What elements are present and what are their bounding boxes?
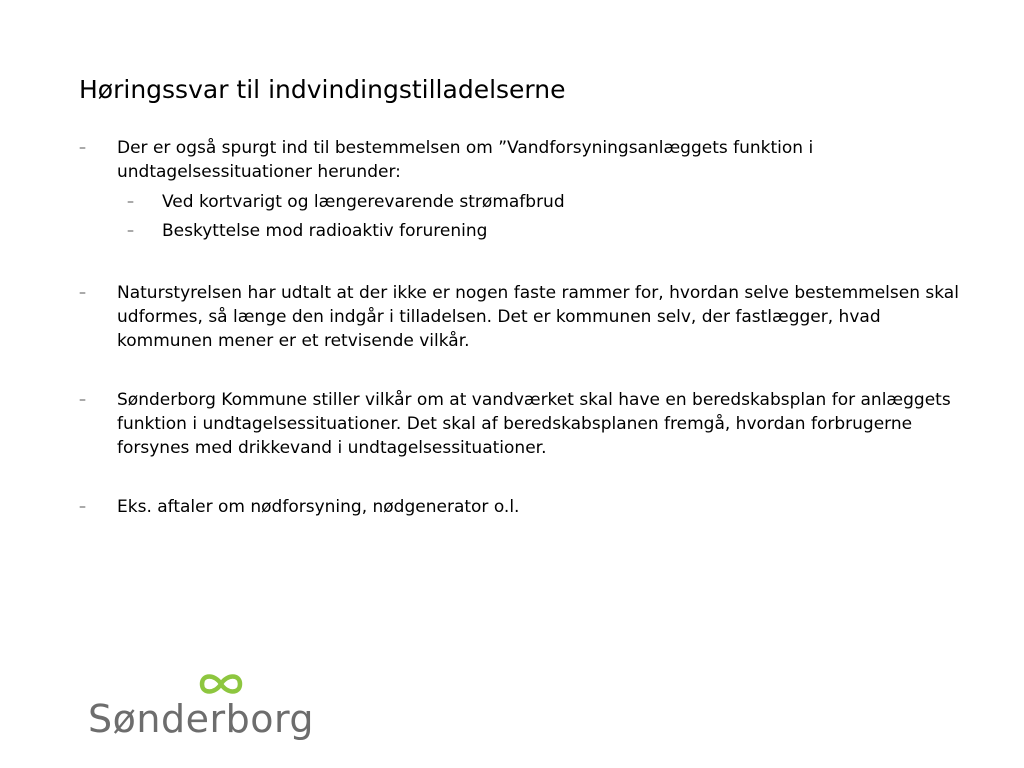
dash-marker: – [79,499,86,515]
bullet-item [79,281,979,353]
sub-bullet-item [117,217,979,246]
infinity-icon [196,670,246,698]
dash-marker: – [127,194,134,210]
sub-bullet-item [117,188,979,217]
slide-title: Høringssvar til indvindingstilladelserne [79,75,566,104]
bullet-text: Eks. aftaler om nødforsyning, nødgenerator o.l. [117,497,520,517]
bullet-list [79,136,979,519]
bullet-text: Der er også spurgt ind til bestemmelsen om ”Vandforsyningsanlæggets funktion i undtagelsessituationer herunder: [117,138,814,182]
dash-marker: – [79,285,86,301]
dash-marker: – [79,392,86,408]
logo-wordmark: Sønderborg [88,697,315,741]
bullet-item [79,388,979,460]
infinity-icon-path [202,677,240,692]
bullet-item [79,495,979,519]
bullet-item [79,136,979,246]
dash-marker: – [79,140,86,156]
sub-bullet-text: Ved kortvarigt og længerevarende strømafbrud [162,192,565,212]
sub-bullet-text: Beskyttelse mod radioaktiv forurening [162,221,488,241]
sonderborg-logo [88,670,315,750]
bullet-text: Sønderborg Kommune stiller vilkår om at vandværket skal have en beredskabsplan for anlæggets funktion i undtagelsessituationer. Det skal af beredskabsplanen fremgå, hvordan forbrugerne forsynes med drikkevand i undtagelsessituationer. [117,390,951,458]
sub-bullet-list [117,188,979,246]
dash-marker: – [127,223,134,239]
bullet-text: Naturstyrelsen har udtalt at der ikke er nogen faste rammer for, hvordan selve bestemmelsen skal udformes, så længe den indgår i tilladelsen. Det er kommunen selv, der fastlægger, hvad kommunen mener er et retvisende vilkår. [117,283,959,351]
